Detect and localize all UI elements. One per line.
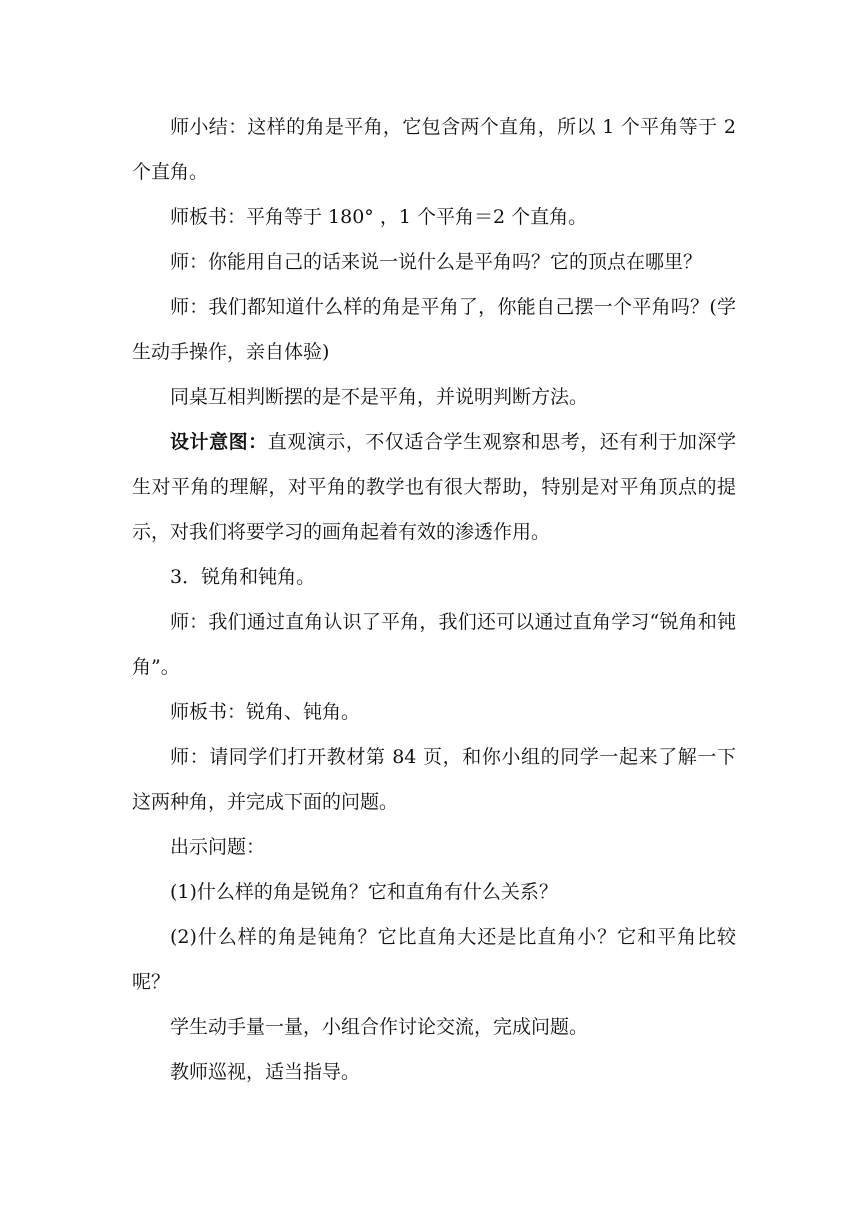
design-intent-label: 设计意图： [170,431,268,453]
paragraph-desk-mate-check: 同桌互相判断摆的是不是平角，并说明判断方法。 [170,386,589,408]
paragraph-board-straight-angle: 师板书：平角等于 180° ，1 个平角＝2 个直角。 [170,206,588,228]
paragraph-question-straight-angle: 师：你能用自己的话来说一说什么是平角吗？它的顶点在哪里？ [170,251,703,273]
paragraph-board-acute-obtuse: 师板书：锐角、钝角。 [170,701,361,723]
section-heading-acute-obtuse: 3．锐角和钝角。 [170,566,316,588]
paragraph-learn-acute-obtuse: 师：我们通过直角认识了平角，我们还可以通过直角学习“锐角和钝角”。 [132,611,736,678]
paragraph-teacher-patrol: 教师巡视，适当指导。 [170,1061,361,1083]
question-item-1: (1)什么样的角是锐角？它和直角有什么关系？ [170,881,558,903]
paragraph-students-measure: 学生动手量一量，小组合作讨论交流，完成问题。 [170,1016,589,1038]
paragraph-design-intent [132,420,736,555]
paragraph-open-textbook: 师：请同学们打开教材第 84 页，和你小组的同学一起来了解一下这两种角，并完成下面的问题。 [132,746,736,813]
question-item-2: (2)什么样的角是钝角？它比直角大还是比直角小？它和平角比较呢？ [132,926,736,993]
design-intent-text: 直观演示，不仅适合学生观察和思考，还有利于加深学生对平角的理解，对平角的教学也有很大帮助，特别是对平角顶点的提示，对我们将要学习的画角起着有效的渗透作用。 [132,431,736,543]
paragraph-make-straight-angle: 师：我们都知道什么样的角是平角了，你能自己摆一个平角吗？(学生动手操作，亲自体验) [132,296,736,363]
paragraph-show-questions: 出示问题： [170,836,266,858]
paragraph-summary: 师小结：这样的角是平角，它包含两个直角，所以 1 个平角等于 2 个直角。 [132,116,736,183]
